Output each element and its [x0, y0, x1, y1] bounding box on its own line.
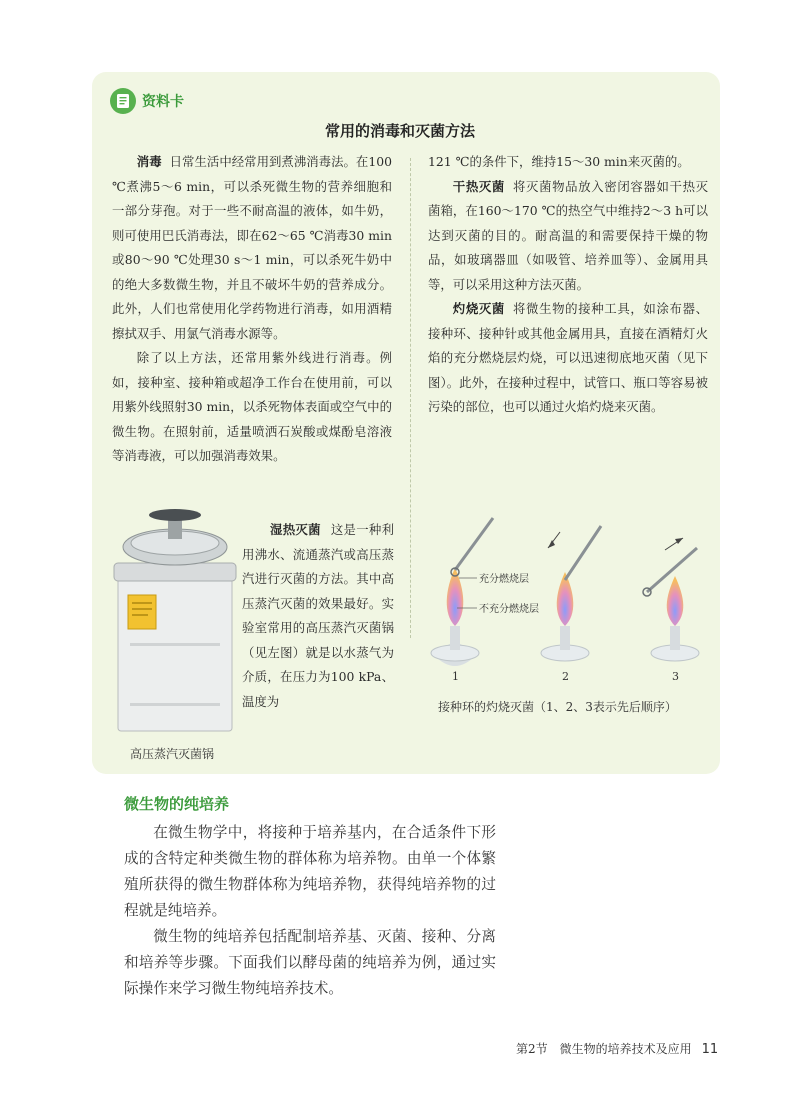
card-right-column — [428, 150, 708, 420]
alcohol-lamp-3 — [643, 538, 699, 661]
info-card-badge — [110, 88, 184, 114]
step-label-1: 1 — [452, 670, 459, 683]
dry-heat-term: 干热灭菌 — [452, 178, 505, 194]
footer-chapter: 第2节 微生物的培养技术及应用 — [516, 1042, 692, 1056]
autoclave-caption: 高压蒸汽灭菌锅 — [130, 747, 215, 761]
label-partial-combustion: 不充分燃烧层 — [479, 604, 539, 615]
card-left-column — [112, 150, 392, 469]
flame-term: 灼烧灭菌 — [452, 301, 505, 316]
column-divider — [410, 158, 411, 638]
dry-heat-text: 将灭菌物品放入密闭容器如干热灭菌箱，在160～170 ℃的热空气中维持2～3 h可以达到灭菌的目的。耐高温的和需要保持干燥的物品，如玻璃器皿（如吸管、培养皿等）、金属用具等，可以采用这种方法灭菌。 — [428, 178, 709, 292]
uv-paragraph: 除了以上方法，还常用紫外线进行消毒。例如，接种室、接种箱或超净工作台在使用前，可以用紫外线照射30 min，以杀死物体表面或空气中的微生物。在照射前，适量喷洒石炭酸或煤酚皂溶液等消毒液，可以加强消毒效果。 — [112, 350, 392, 463]
step-label-3: 3 — [672, 670, 679, 683]
flame-figure-caption: 接种环的灼烧灭菌（1、2、3表示先后顺序） — [438, 700, 677, 714]
body-paragraph-2: 微生物的纯培养包括配制培养基、灭菌、接种、分离和培养等步骤。下面我们以酵母菌的纯培养为例，通过实际操作来学习微生物纯培养技术。 — [124, 928, 496, 997]
disinfection-term: 消毒 — [136, 154, 162, 169]
autoclave-image — [110, 503, 240, 735]
moist-heat-continuation: 121 ℃的条件下，维持15～30 min来灭菌的。 — [428, 154, 690, 169]
section-heading: 微生物的纯培养 — [124, 795, 230, 813]
alcohol-lamp-2 — [541, 526, 601, 661]
page-footer — [516, 1040, 718, 1057]
section-body — [124, 820, 496, 1002]
label-full-combustion: 充分燃烧层 — [479, 574, 529, 585]
card-title: 常用的消毒和灭菌方法 — [324, 122, 475, 140]
dry-heat-paragraph — [428, 175, 708, 298]
flame-sterilization-figure — [415, 508, 715, 698]
flame-text: 将微生物的接种工具，如涂布器、接种环、接种针或其他金属用具，直接在酒精灯火焰的充分燃烧层灼烧，可以迅速彻底地灭菌（见下图）。此外，在接种过程中，试管口、瓶口等容易被污染的部位，也可以通过火焰灼烧来灭菌。 — [428, 301, 709, 414]
disinfection-text: 日常生活中经常用到煮沸消毒法。在100 ℃煮沸5～6 min，可以杀死微生物的营养细胞和一部分芽孢。对于一些不耐高温的液体，如牛奶，则可使用巴氏消毒法，即在62～65 ℃消毒30 min或80～90 ℃处理30 s～1 min，可以杀死牛奶中的绝大多数微生物，并且不破坏牛奶的营养成分。此外，人们也常使用化学药物进行消毒，如用酒精擦拭双手、用氯气消毒水源等。 — [112, 154, 392, 341]
body-paragraph-1: 在微生物学中，将接种于培养基内，在合适条件下形成的含特定种类微生物的群体称为培养物。由单一个体繁殖所获得的微生物群体称为纯培养物，获得纯培养物的过程就是纯培养。 — [124, 824, 496, 919]
document-icon — [110, 88, 136, 114]
flame-paragraph — [428, 297, 708, 420]
step-label-2: 2 — [562, 670, 569, 683]
moist-heat-term: 湿热灭菌 — [270, 522, 321, 537]
alcohol-lamp-1 — [431, 518, 493, 666]
moist-heat-paragraph — [242, 518, 394, 714]
disinfection-paragraph — [112, 150, 392, 346]
page-number: 11 — [701, 1042, 719, 1057]
moist-heat-text: 这是一种利用沸水、流通蒸汽或高压蒸汽进行灭菌的方法。其中高压蒸汽灭菌的效果最好。实验室常用的高压蒸汽灭菌锅（见左图）就是以水蒸气为介质，在压力为100 kPa、温度为 — [242, 522, 395, 709]
badge-label: 资料卡 — [142, 94, 184, 110]
